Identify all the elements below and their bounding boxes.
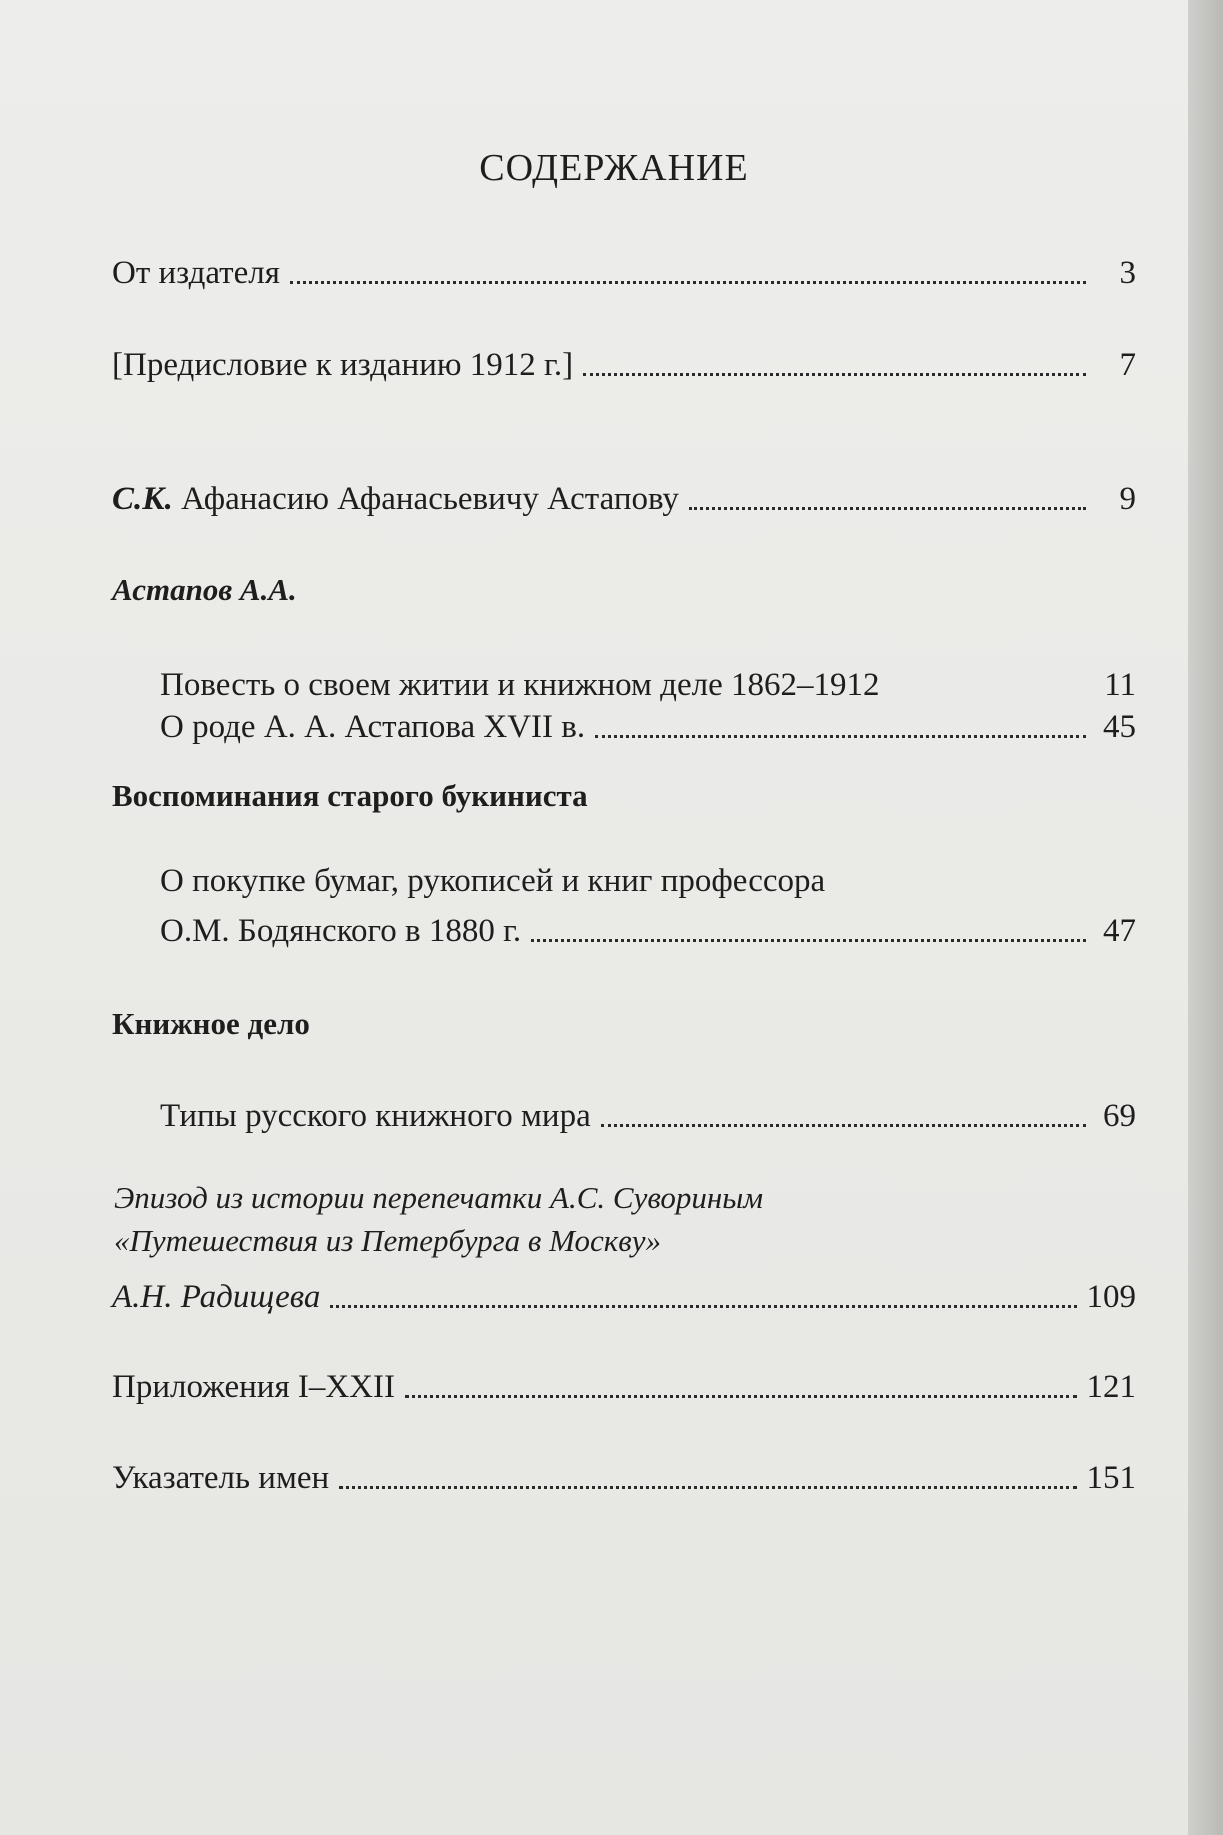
- page-title: СОДЕРЖАНИЕ: [479, 147, 749, 189]
- toc-page-number: 7: [1119, 347, 1136, 383]
- toc-entry-label: О роде А. А. Астапова XVII в.: [160, 709, 586, 745]
- toc-entry-label: А.Н. Радищева: [112, 1279, 321, 1315]
- toc-entry-episode-line2: «Путешествия из Петербурга в Москву»: [114, 1223, 661, 1258]
- toc-entry-types: [160, 1089, 1136, 1133]
- toc-entry-label: Указатель имен: [112, 1460, 330, 1496]
- leader-dots: [290, 281, 1086, 284]
- dedication-label: Афанасию Афанасьевичу Астапову: [181, 481, 679, 517]
- toc-page-number: 109: [1086, 1279, 1136, 1315]
- toc-page-number: 47: [1103, 913, 1136, 949]
- toc-entry-episode-line1: Эпизод из истории перепечатки А.С. Сувориным: [114, 1180, 764, 1215]
- toc-entry-dedication: [112, 472, 1136, 516]
- leader-dots: [595, 735, 1086, 738]
- toc-entry-label: Приложения I–XXII: [112, 1369, 396, 1405]
- toc-entry-label: От издателя: [112, 255, 280, 291]
- leader-dots: [583, 373, 1086, 376]
- leader-dots: [601, 1124, 1086, 1127]
- leader-dots: [405, 1395, 1076, 1398]
- toc-entry-purchase-line1: О покупке бумаг, рукописей и книг профессора: [160, 863, 826, 899]
- toc-page-number: 151: [1086, 1460, 1136, 1496]
- page-edge-shadow: [1188, 0, 1223, 1835]
- section-heading-astapov: Астапов А.А.: [112, 572, 297, 607]
- toc-page-number: 69: [1103, 1098, 1136, 1134]
- toc-entry-label: [Предисловие к изданию 1912 г.]: [112, 347, 574, 383]
- toc-entry-appendices: [112, 1360, 1136, 1404]
- toc-entry-purchase: [160, 904, 1136, 948]
- toc-entry-index: [112, 1451, 1136, 1495]
- toc-page-number: 11: [1104, 667, 1136, 703]
- dedication-author: С.К.: [112, 481, 173, 517]
- toc-entry-publisher: [112, 246, 1136, 290]
- toc-entry-episode: [112, 1270, 1136, 1314]
- toc-entry-label: [112, 483, 679, 516]
- section-heading-memoirs: Воспоминания старого букиниста: [112, 778, 588, 813]
- toc-page-number: 3: [1119, 255, 1136, 291]
- toc-entry-preface: [112, 338, 1136, 382]
- toc-entry-family: [160, 700, 1136, 744]
- toc-entry-label: Типы русского книжного мира: [160, 1098, 591, 1134]
- leader-dots: [339, 1486, 1076, 1489]
- toc-entry-life-story: [160, 658, 1136, 702]
- toc-entry-label: О.М. Бодянского в 1880 г.: [160, 913, 522, 949]
- leader-dots: [330, 1305, 1076, 1308]
- leader-dots: [531, 939, 1086, 942]
- toc-page-number: 45: [1103, 709, 1136, 745]
- toc-entry-label: Повесть о своем житии и книжном деле 1862–1912: [160, 667, 880, 703]
- leader-dots: [689, 507, 1086, 510]
- toc-page-number: 9: [1119, 481, 1136, 517]
- toc-page-number: 121: [1086, 1369, 1136, 1405]
- section-heading-book-trade: Книжное дело: [112, 1006, 310, 1041]
